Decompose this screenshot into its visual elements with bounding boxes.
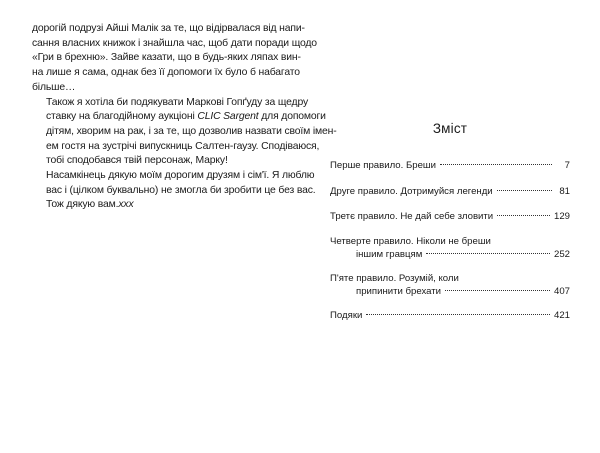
toc-dot-leader [440,163,552,165]
text-line: Насамкінець дякую моїм дорогим друзям і сім'ї. Я люблю [46,170,315,182]
text-line: Також я хотіла би подякувати Маркові Гопґуду за щедру [46,96,309,108]
toc-entry[interactable] [330,211,570,224]
toc-entry-title: Перше правило. Бреши [330,160,436,171]
toc-dot-leader [497,189,552,191]
paragraph-3 [32,169,316,213]
text-line: дорогій подрузі Айші Малік за те, що відірвалася від напи- [32,23,305,34]
toc-page-number: 129 [553,211,570,222]
text-fragment: для допомоги [258,111,326,123]
text-fragment: ставку на благодійному аукціоні [46,111,198,123]
toc-dot-leader [445,289,550,291]
toc-entry-title: П'яте правило. Розумій, коли [330,273,459,284]
italic-text: CLIC Sargent [197,111,259,123]
toc-entry[interactable] [330,186,570,199]
text-line: тобі сподобався твій персонаж, Марку! [46,155,228,167]
text-line: сання власних книжок і знайшла час, щоб дати поради щодо [32,37,317,49]
toc-entry-title: Четверте правило. Ніколи не бреши [330,236,491,247]
toc-dot-leader [426,252,550,254]
toc-entry[interactable] [330,273,570,301]
toc-title: Зміст [432,121,468,136]
toc-dot-leader [366,313,550,315]
text-line: «Гри в брехню». Зайве казати, що в будь-яких ляпах вин- [32,52,301,64]
text-line [32,110,326,125]
text-line: Тож дякую вам.xxx [46,199,134,211]
toc-page-number: 421 [553,310,570,321]
right-page [300,0,600,453]
toc-entry-title: Друге правило. Дотримуйся легенди [330,186,493,197]
text-fragment [46,111,326,122]
toc-entry-title: Третє правило. Не дай себе зловити [330,211,494,222]
toc-entry-title-continued: іншим гравцям [356,249,423,260]
toc-entry-title: Подяки [330,310,363,321]
paragraph-1 [32,22,317,96]
text-line: більше… [32,81,76,93]
toc-page-number: 81 [559,186,570,197]
toc-entry[interactable] [330,160,570,173]
toc-entry-title-continued: припинити брехати [356,286,442,297]
toc-entry[interactable] [330,236,570,264]
toc-entry[interactable] [330,310,570,323]
paragraph-2 [32,96,337,170]
text-line: ем гостя на зустрічі випускниць Салтен-гаузу. Сподіваюся, [46,140,320,152]
italic-text: xxx [118,199,134,211]
toc-dot-leader [497,214,550,216]
toc-page-number: 7 [564,160,570,171]
toc-page-number: 252 [553,249,570,260]
acknowledgements-text [32,22,337,213]
toc-page-number: 407 [553,286,570,297]
text-line: на лише я сама, однак без її допомоги їх було б набагато [32,67,300,79]
text-line: вас і (цілком буквально) не змогла би зробити це без вас. [46,184,316,196]
text-line: дітям, хворим на рак, і за те, що дозволив назвати своїм імен- [46,125,337,137]
